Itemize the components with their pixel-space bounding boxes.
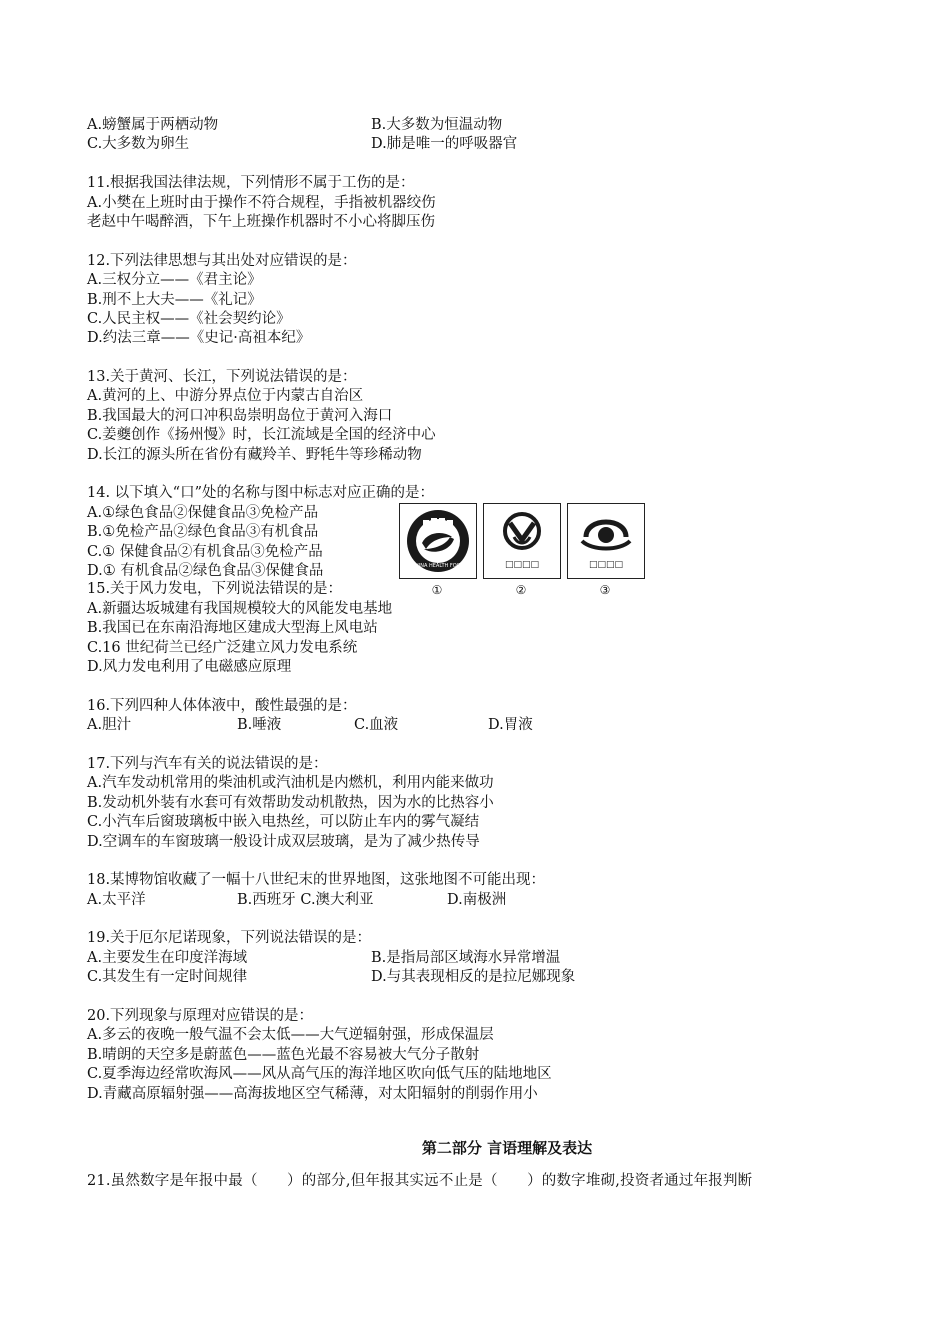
q11-line: 老赵中午喝醉酒，下午上班操作机器时不小心将脚压伤: [87, 213, 435, 230]
logo-2-box: [483, 503, 561, 579]
q15-option: B.我国已在东南沿海地区建成大型海上风电站: [87, 620, 378, 637]
logo-1-ring-text: CHINA HEALTH FOOD: [411, 563, 465, 570]
q11-line: A.小樊在上班时由于操作不符合规程，手指被机器绞伤: [87, 194, 436, 211]
q19-stem: 19.关于厄尔尼诺现象，下列说法错误的是：: [87, 930, 372, 947]
q19-row-2: [87, 968, 867, 987]
q18-stem: 18.某博物馆收藏了一幅十八世纪末的世界地图，这张地图不可能出现：: [87, 872, 546, 889]
q10-row-2: [87, 135, 867, 154]
logo-1-box: [399, 503, 477, 579]
q10-option-b: B.大多数为恒温动物: [371, 117, 503, 133]
q12-option: B.刑不上大夫——《礼记》: [87, 291, 262, 308]
q15-option: D.风力发电利用了电磁感应原理: [87, 658, 292, 675]
inspection-free-logo-icon: [488, 507, 556, 575]
logo-2-placeholder-text: □□□□: [504, 560, 540, 571]
q14-option: B.①免检产品②绿色食品③有机食品: [87, 524, 319, 541]
q17-option: B.发动机外装有水套可有效帮助发动机散热，因为水的比热容小: [87, 794, 494, 811]
q12-option: D.约法三章——《史记·高祖本纪》: [87, 330, 311, 347]
q14-option: D.① 有机食品②绿色食品③保健食品: [87, 562, 324, 579]
q20-option: D.青藏高原辐射强——高海拔地区空气稀薄，对太阳辐射的削弱作用小: [87, 1085, 538, 1102]
q18-option-d: D.南极洲: [447, 891, 507, 908]
q16-option-c: C.血液: [354, 717, 399, 734]
organic-food-logo-icon: [572, 507, 640, 575]
q14-stem: 14. 以下填入“口”处的名称与图中标志对应正确的是：: [87, 485, 434, 502]
q19-option-b: B.是指局部区域海水异常增温: [371, 949, 561, 966]
q19-option-d: D.与其表现相反的是拉尼娜现象: [371, 969, 576, 986]
q19-row-1: [87, 949, 867, 968]
q14-logo-figure: [399, 503, 651, 598]
exam-page: [87, 116, 867, 1191]
q10-row-1: [87, 116, 867, 135]
q18-option-a: A.太平洋: [87, 891, 146, 908]
q17-option: D.空调车的车窗玻璃一般设计成双层玻璃，是为了减少热传导: [87, 833, 480, 850]
q15-option: A.新疆达坂城建有我国规模较大的风能发电基地: [87, 600, 393, 617]
q21-text: 21.虽然数字是年报中最（ ）的部分,但年报其实远不止是（ ）的数字堆砌,投资者通过年报判断: [87, 1173, 753, 1190]
section-2-title: 第二部分 言语理解及表达: [421, 1139, 593, 1158]
q17-option: C.小汽车后窗玻璃板中嵌入电热丝，可以防止车内的雾气凝结: [87, 814, 480, 831]
q12-stem: 12.下列法律思想与其出处对应错误的是：: [87, 252, 357, 269]
q20-option: A.多云的夜晚一般气温不会太低——大气逆辐射强，形成保温层: [87, 1027, 494, 1044]
q15-option: C.16 世纪荷兰已经广泛建立风力发电系统: [87, 639, 358, 656]
q16-option-d: D.胃液: [488, 717, 533, 734]
q12-option: A.三权分立——《君主论》: [87, 272, 262, 289]
q19-option-c: C.其发生有一定时间规律: [87, 969, 248, 986]
q20-option: C.夏季海边经常吹海风——风从高气压的海洋地区吹向低气压的陆地地区: [87, 1066, 552, 1083]
logo-2-label: ②: [515, 583, 527, 598]
q19-option-a: A.主要发生在印度洋海域: [87, 949, 248, 966]
q16-option-a: A.胆汁: [87, 717, 132, 734]
logo-3-placeholder-text: □□□□: [588, 560, 624, 571]
q17-option: A.汽车发动机常用的柴油机或汽油机是内燃机，利用内能来做功: [87, 775, 494, 792]
green-food-logo-icon: [404, 507, 472, 575]
q10-option-c: C.大多数为卵生: [87, 136, 190, 153]
logo-3-label: ③: [599, 583, 611, 598]
q13-option: B.我国最大的河口冲积岛崇明岛位于黄河入海口: [87, 407, 393, 424]
q18-options: [87, 891, 867, 910]
q13-option: A.黄河的上、中游分界点位于内蒙古自治区: [87, 388, 364, 405]
q10-option-d: D.肺是唯一的呼吸器官: [371, 136, 518, 153]
q13-option: D.长江的源头所在省份有藏羚羊、野牦牛等珍稀动物: [87, 446, 422, 463]
q14-option: C.① 保健食品②有机食品③免检产品: [87, 543, 323, 560]
q17-stem: 17.下列与汽车有关的说法错误的是：: [87, 755, 328, 772]
q11-stem: 11.根据我国法律法规，下列情形不属于工伤的是：: [87, 175, 415, 192]
q18-option-bc: B.西班牙 C.澳大利亚: [237, 891, 374, 908]
logo-1-label: ①: [431, 583, 443, 598]
q20-stem: 20.下列现象与原理对应错误的是：: [87, 1008, 314, 1025]
logo-3-box: [567, 503, 645, 579]
q20-option: B.晴朗的天空多是蔚蓝色——蓝色光最不容易被大气分子散射: [87, 1046, 480, 1063]
q12-option: C.人民主权——《社会契约论》: [87, 310, 291, 327]
q13-stem: 13.关于黄河、长江，下列说法错误的是：: [87, 369, 357, 386]
q16-option-b: B.唾液: [237, 717, 282, 734]
q16-options: [87, 716, 867, 735]
q13-option: C.姜夔创作《扬州慢》时，长江流域是全国的经济中心: [87, 427, 436, 444]
q16-stem: 16.下列四种人体体液中，酸性最强的是：: [87, 697, 357, 714]
q10-option-a: A.螃蟹属于两栖动物: [87, 117, 219, 133]
q14-option: A.①绿色食品②保健食品③免检产品: [87, 504, 319, 521]
q15-stem: 15.关于风力发电，下列说法错误的是：: [87, 581, 343, 598]
